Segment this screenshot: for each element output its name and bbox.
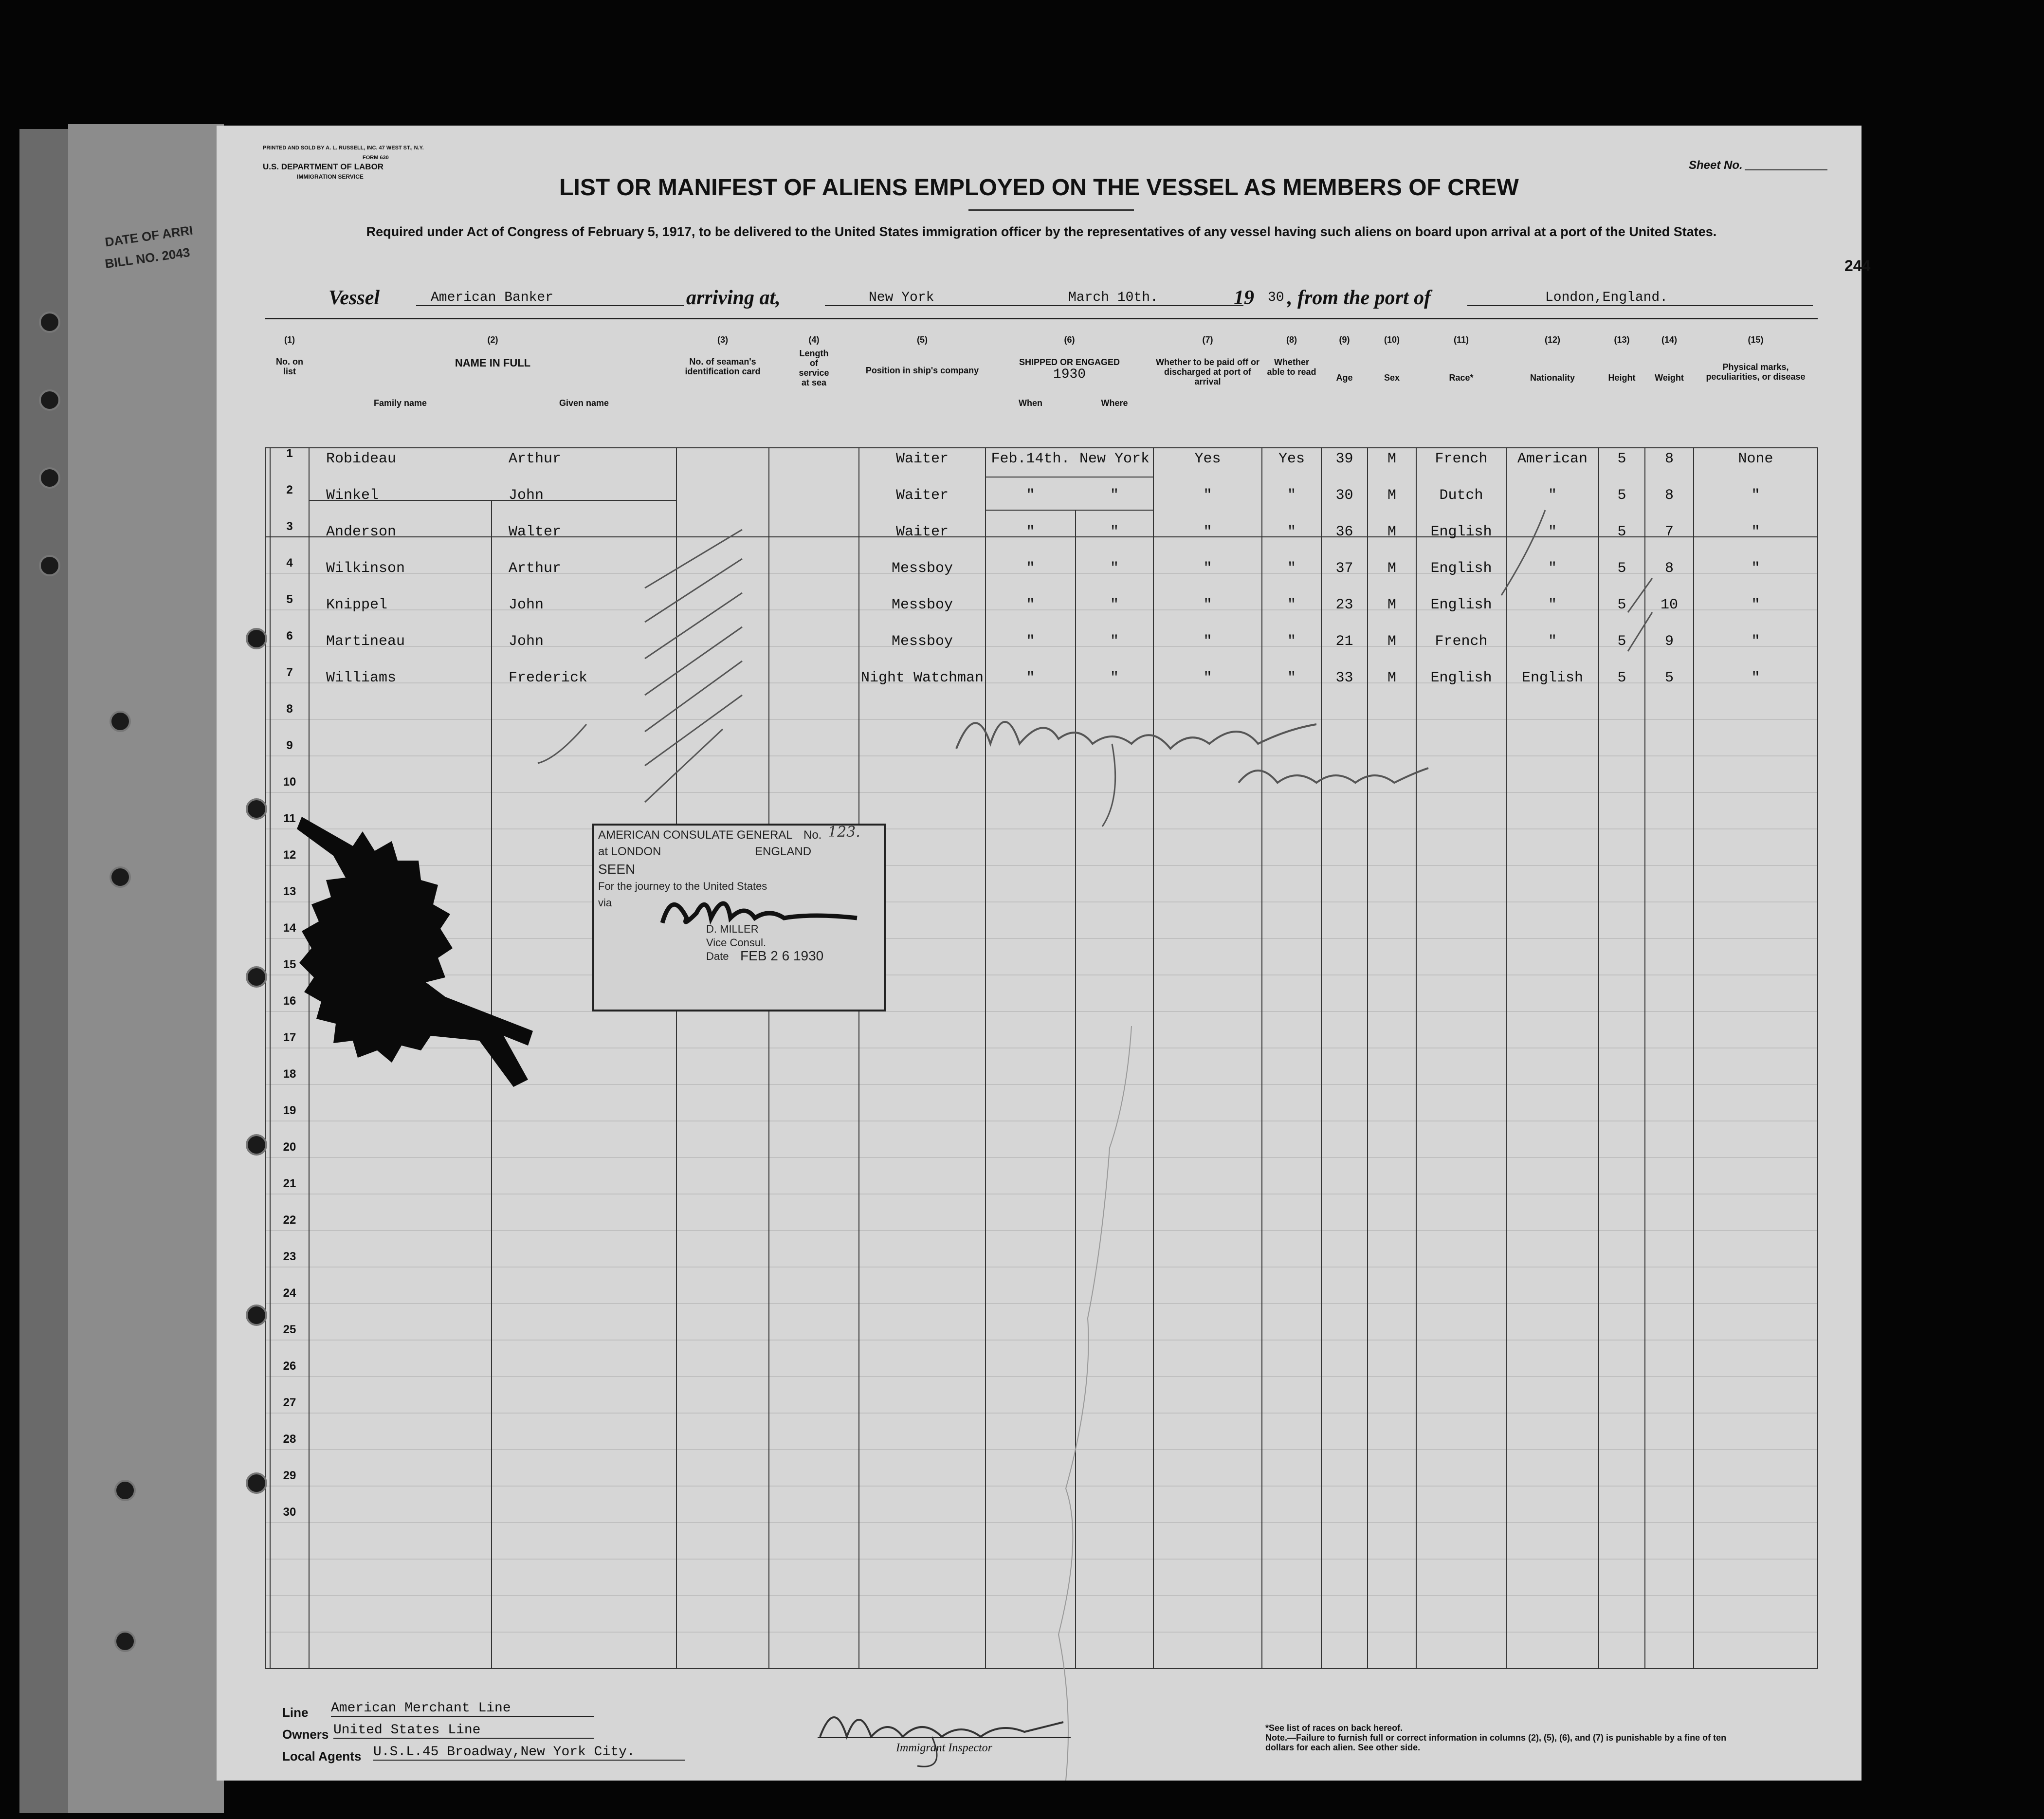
- given-name: Frederick: [509, 670, 588, 686]
- col1-label: No. on list: [276, 357, 303, 376]
- row-number: 21: [283, 1177, 296, 1190]
- row-number: 10: [283, 775, 296, 789]
- col6-year: 1930: [1053, 367, 1086, 382]
- shipped-where: New York: [1079, 451, 1150, 467]
- binding-hole: [246, 1305, 267, 1326]
- side-stamp-bill: BILL NO. 2043: [104, 244, 191, 272]
- vessel-name: American Banker: [416, 290, 684, 306]
- row-number: 20: [283, 1140, 296, 1154]
- stamp-location: at LONDON: [598, 845, 661, 858]
- family-name: Wilkinson: [326, 560, 405, 577]
- physical-marks: ": [1751, 597, 1760, 613]
- family-name: Martineau: [326, 633, 405, 650]
- table-row: [217, 451, 1862, 487]
- binding-hole: [39, 467, 60, 489]
- binding-hole: [110, 866, 131, 888]
- shipped-where: ": [1110, 524, 1119, 540]
- shipped-when: ": [1026, 560, 1035, 577]
- wax-seal: [297, 817, 533, 1087]
- paid-off: Yes: [1194, 451, 1221, 467]
- row-number: 15: [283, 958, 296, 971]
- stamp-title: Vice Consul.: [706, 937, 766, 949]
- age: 39: [1335, 451, 1353, 467]
- nationality: English: [1521, 670, 1584, 686]
- race: English: [1430, 560, 1492, 577]
- age: 36: [1335, 524, 1353, 540]
- weight: 5: [1664, 670, 1674, 686]
- row-number: 3: [286, 520, 293, 533]
- race: French: [1435, 451, 1488, 467]
- agents-value: U.S.L.45 Broadway,New York City.: [373, 1745, 685, 1761]
- shipped-when: ": [1026, 487, 1035, 504]
- col2-num: (2): [487, 335, 498, 345]
- arriving-port: New York: [825, 290, 1054, 306]
- vessel-label: Vessel: [328, 287, 380, 309]
- col10-num: (10): [1384, 335, 1400, 345]
- position: Waiter: [895, 524, 949, 540]
- row-number: 11: [283, 812, 296, 825]
- year-prefix: 19: [1234, 287, 1254, 309]
- service: IMMIGRATION SERVICE: [297, 173, 364, 180]
- binding-hole: [246, 1472, 267, 1494]
- binding-hole: [114, 1631, 136, 1652]
- col15-num: (15): [1748, 335, 1764, 345]
- col9-label: Age: [1336, 373, 1353, 383]
- sex: M: [1387, 670, 1396, 686]
- col11-num: (11): [1453, 335, 1469, 345]
- age: 23: [1335, 597, 1353, 613]
- binding-hole: [110, 711, 131, 732]
- physical-marks: None: [1738, 451, 1773, 467]
- col15-label: Physical marks, peculiarities, or disease: [1706, 362, 1806, 382]
- binding-hole: [39, 555, 60, 576]
- sex: M: [1387, 487, 1396, 504]
- department: U.S. DEPARTMENT OF LABOR: [263, 162, 384, 171]
- given-name: Walter: [509, 524, 562, 540]
- nationality: American: [1517, 451, 1588, 467]
- arrival-date: March 10th.: [1039, 290, 1243, 306]
- stamp-journey: For the journey to the United States: [598, 880, 767, 892]
- position: Messboy: [891, 560, 953, 577]
- consul-signature: [653, 884, 867, 937]
- able-to-read: ": [1287, 597, 1296, 613]
- given-name: John: [509, 487, 544, 504]
- row-number: 30: [283, 1506, 296, 1519]
- row-number: 29: [283, 1469, 296, 1482]
- row-number: 6: [286, 629, 293, 643]
- binding-hole: [114, 1480, 136, 1501]
- row-number: 8: [286, 702, 293, 716]
- able-to-read: Yes: [1278, 451, 1305, 467]
- stamp-seen: SEEN: [598, 862, 636, 877]
- from-label: , from the port of: [1287, 287, 1431, 309]
- row-number: 26: [283, 1360, 296, 1373]
- weight: 9: [1664, 633, 1674, 650]
- stamp-date: FEB 2 6 1930: [740, 948, 824, 963]
- nationality: ": [1548, 560, 1557, 577]
- sex: M: [1387, 633, 1396, 650]
- row-number: 24: [283, 1286, 296, 1300]
- row-number: 13: [283, 885, 296, 898]
- height: 5: [1617, 633, 1626, 650]
- manifest-sheet: [217, 126, 1871, 1781]
- position: Messboy: [891, 597, 953, 613]
- manifest-subtitle: Required under Act of Congress of February 5, 1917, to be delivered to the United States immigration officer by the representatives of any vessel having such aliens on board upon arrival at a port of the United States.: [366, 224, 1717, 239]
- stamp-date-label: Date: [706, 950, 729, 962]
- position: Waiter: [895, 451, 949, 467]
- paid-off: ": [1203, 524, 1212, 540]
- col7-num: (7): [1202, 335, 1213, 345]
- given-name: Arthur: [509, 560, 562, 577]
- position: Messboy: [891, 633, 953, 650]
- stamp-officer: D. MILLER: [706, 923, 759, 935]
- manifest-title: LIST OR MANIFEST OF ALIENS EMPLOYED ON THE VESSEL AS MEMBERS OF CREW: [559, 175, 1519, 201]
- col10-label: Sex: [1384, 373, 1400, 383]
- binding-hole: [39, 389, 60, 411]
- paid-off: ": [1203, 560, 1212, 577]
- stamp-consulate: AMERICAN CONSULATE GENERAL: [598, 828, 793, 842]
- shipped-when: Feb.14th.: [991, 451, 1070, 467]
- row-number: 28: [283, 1433, 296, 1446]
- stamp-number: 123.: [828, 824, 860, 841]
- nationality: ": [1548, 597, 1557, 613]
- table-row: [217, 487, 1862, 524]
- stamp-no-label: No.: [803, 828, 822, 842]
- nationality: ": [1548, 524, 1557, 540]
- physical-marks: ": [1751, 560, 1760, 577]
- back-page-edge: [68, 124, 224, 1813]
- paid-off: ": [1203, 633, 1212, 650]
- age: 33: [1335, 670, 1353, 686]
- vessel-line: [265, 286, 1818, 315]
- stamp-via: via: [598, 897, 612, 909]
- row-number: 16: [283, 994, 296, 1008]
- races-note: *See list of races on back hereof.: [1265, 1723, 1403, 1733]
- line-label: Line: [282, 1705, 309, 1720]
- inspector-scrawl: [947, 671, 1433, 836]
- col13-label: Height: [1608, 373, 1636, 383]
- row-number: 23: [283, 1250, 296, 1263]
- row-number: 7: [286, 666, 293, 679]
- binding-hole: [39, 312, 60, 333]
- shipped-when: ": [1026, 633, 1035, 650]
- race: English: [1430, 670, 1492, 686]
- table-row: [217, 597, 1862, 633]
- row-number: 5: [286, 593, 293, 606]
- weight: 7: [1664, 524, 1674, 540]
- shipped-where: ": [1110, 633, 1119, 650]
- height: 5: [1617, 597, 1626, 613]
- able-to-read: ": [1287, 560, 1296, 577]
- binding-hole: [246, 1134, 267, 1156]
- family-name: Robideau: [326, 451, 397, 467]
- line-value: American Merchant Line: [331, 1701, 594, 1717]
- table-row: [217, 560, 1862, 597]
- col9-num: (9): [1339, 335, 1350, 345]
- shipped-when: ": [1026, 670, 1035, 686]
- col4-num: (4): [808, 335, 820, 345]
- row-number: 14: [283, 921, 296, 935]
- sheet-no-blank: [1745, 169, 1827, 170]
- row-number: 18: [283, 1067, 296, 1081]
- family-name: Winkel: [326, 487, 379, 504]
- vessel-rule: [265, 318, 1818, 319]
- inspector-label: Immigrant Inspector: [896, 1742, 992, 1754]
- nationality: ": [1548, 487, 1557, 504]
- height: 5: [1617, 451, 1626, 467]
- physical-marks: ": [1751, 487, 1760, 504]
- paid-off: ": [1203, 487, 1212, 504]
- paid-off: ": [1203, 670, 1212, 686]
- height: 5: [1617, 670, 1626, 686]
- printer-note: PRINTED AND SOLD BY A. L. RUSSELL, INC. 47 WEST ST., N.Y.: [263, 145, 424, 151]
- stamp-country: ENGLAND: [755, 845, 812, 858]
- year-suffix: 30: [1268, 290, 1284, 305]
- side-stamp-date: DATE OF ARRI: [104, 222, 194, 250]
- age: 37: [1335, 560, 1353, 577]
- col8-num: (8): [1286, 335, 1297, 345]
- arriving-label: arriving at,: [686, 287, 781, 309]
- col3-num: (3): [717, 335, 728, 345]
- row-number: 17: [283, 1031, 296, 1044]
- shipped-when: ": [1026, 597, 1035, 613]
- col5-num: (5): [917, 335, 928, 345]
- given-name: John: [509, 633, 544, 650]
- height: 5: [1617, 524, 1626, 540]
- shipped-where: ": [1110, 487, 1119, 504]
- col6-when: When: [1019, 398, 1042, 408]
- row-number: 9: [286, 739, 293, 752]
- col1-num: (1): [284, 335, 295, 345]
- col2-label: NAME IN FULL: [455, 357, 531, 369]
- able-to-read: ": [1287, 524, 1296, 540]
- inspector-rule: [818, 1737, 1071, 1738]
- col4-label: Length of service at sea: [799, 349, 829, 387]
- row-number: 1: [286, 447, 293, 460]
- sex: M: [1387, 524, 1396, 540]
- col12-label: Nationality: [1530, 373, 1575, 383]
- agents-label: Local Agents: [282, 1749, 362, 1764]
- col6-label: SHIPPED OR ENGAGED: [1019, 357, 1120, 367]
- sex: M: [1387, 597, 1396, 613]
- physical-marks: ": [1751, 524, 1760, 540]
- family-name: Knippel: [326, 597, 388, 613]
- age: 30: [1335, 487, 1353, 504]
- able-to-read: ": [1287, 633, 1296, 650]
- col6-num: (6): [1064, 335, 1075, 345]
- shipped-where: ": [1110, 597, 1119, 613]
- paid-off: ": [1203, 597, 1212, 613]
- race: English: [1430, 597, 1492, 613]
- binding-hole: [246, 628, 267, 649]
- table-row: [217, 524, 1862, 560]
- family-name: Anderson: [326, 524, 397, 540]
- col14-label: Weight: [1655, 373, 1684, 383]
- position: Night Watchman: [860, 670, 984, 686]
- row-number: 12: [283, 848, 296, 862]
- row-number: 2: [286, 483, 293, 496]
- physical-marks: ": [1751, 633, 1760, 650]
- able-to-read: ": [1287, 487, 1296, 504]
- family-name: Williams: [326, 670, 397, 686]
- sex: M: [1387, 451, 1396, 467]
- col13-num: (13): [1614, 335, 1630, 345]
- able-to-read: ": [1287, 670, 1296, 686]
- row-number: 22: [283, 1213, 296, 1227]
- page-number: 244: [1844, 257, 1871, 275]
- race: Dutch: [1439, 487, 1483, 504]
- col14-num: (14): [1661, 335, 1677, 345]
- row-number: 4: [286, 556, 293, 570]
- race: English: [1430, 524, 1492, 540]
- given-name: John: [509, 597, 544, 613]
- from-port: London,England.: [1467, 290, 1813, 306]
- binding-hole: [246, 966, 267, 988]
- row-number: 27: [283, 1396, 296, 1409]
- weight: 10: [1660, 597, 1678, 613]
- height: 5: [1617, 487, 1626, 504]
- owners-label: Owners: [282, 1727, 329, 1742]
- col6-where: Where: [1101, 398, 1128, 408]
- given-name: Arthur: [509, 451, 562, 467]
- shipped-where: ": [1110, 670, 1119, 686]
- shipped-when: ": [1026, 524, 1035, 540]
- row-number: 25: [283, 1323, 296, 1336]
- shipped-where: ": [1110, 560, 1119, 577]
- height: 5: [1617, 560, 1626, 577]
- binding-hole: [246, 798, 267, 820]
- table-row: [217, 633, 1862, 670]
- sheet-no-label: Sheet No.: [1689, 159, 1743, 172]
- col8-label: Whether able to read: [1267, 357, 1316, 377]
- col2-given: Given name: [559, 398, 609, 408]
- weight: 8: [1664, 451, 1674, 467]
- age: 21: [1335, 633, 1353, 650]
- sex: M: [1387, 560, 1396, 577]
- weight: 8: [1664, 560, 1674, 577]
- race: French: [1435, 633, 1488, 650]
- form-number: FORM 630: [363, 155, 389, 161]
- consulate-stamp: [592, 824, 886, 1011]
- col3-label: No. of seaman's identification card: [685, 357, 761, 376]
- position: Waiter: [895, 487, 949, 504]
- nationality: ": [1548, 633, 1557, 650]
- weight: 8: [1664, 487, 1674, 504]
- penalty-note: Note.—Failure to furnish full or correct information in columns (2), (5), (6), and (7) is punishable by a fine of ten dollars for each alien. See other side.: [1265, 1733, 1727, 1752]
- col7-label: Whether to be paid off or discharged at port of arrival: [1156, 357, 1259, 386]
- col11-label: Race*: [1449, 373, 1474, 383]
- row-number: 19: [283, 1104, 296, 1117]
- col5-label: Position in ship's company: [865, 366, 979, 375]
- col12-num: (12): [1544, 335, 1560, 345]
- title-rule: [968, 209, 1134, 211]
- physical-marks: ": [1751, 670, 1760, 686]
- owners-value: United States Line: [333, 1723, 594, 1739]
- col2-family: Family name: [373, 398, 427, 408]
